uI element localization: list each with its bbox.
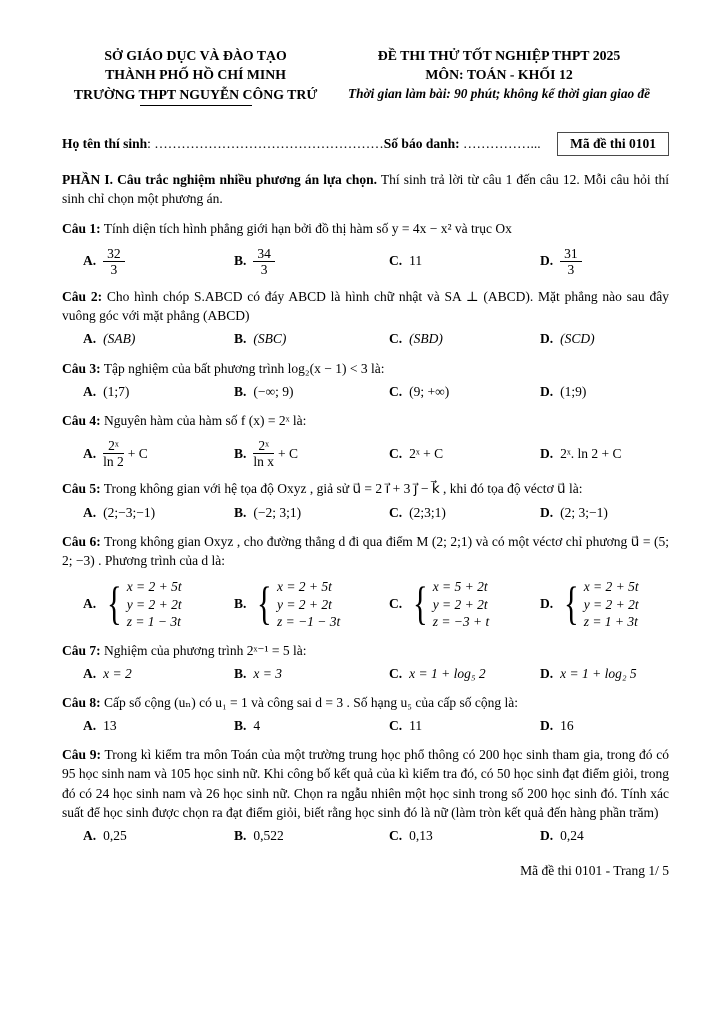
candidate-info-row (62, 132, 669, 156)
part1-intro (62, 171, 669, 209)
option-b: B. $\frac{\text{2ˣ}}{\text{ln x}}$ + C (234, 438, 299, 470)
exam-title-block (329, 46, 669, 106)
question-3-options (62, 383, 669, 401)
question-4-text: Nguyên hàm của hàm số f (x) = 2ˣ là: (100, 413, 307, 428)
fraction: $\frac{\text{2ˣ}}{\text{ln x}}$ (253, 438, 275, 470)
option-a: A. { x = 2 + 5t y = 2 + 2t z = 1 − 3t (83, 577, 182, 630)
question-6-stem (62, 532, 669, 570)
question-8 (62, 693, 669, 735)
equation-system: { x = 5 + 2t y = 2 + 2t z = −3 + t (413, 577, 490, 630)
option-c: C. 0,13 (389, 827, 433, 843)
question-5-text: Trong không gian với hệ tọa độ Oxyz , giả sử u⃗ = 2 i⃗ + 3 j⃗ − k⃗ , khi đó tọa độ véctơ u⃗ là: (100, 481, 583, 497)
option-c: C. (SBD) (389, 331, 443, 347)
question-2-options (62, 330, 669, 348)
question-1 (62, 219, 669, 277)
question-6-text: Trong không gian Oxyz , cho đường thẳng d đi qua điểm M (2; 2;1) và có một véctơ chỉ phương u⃗ = (5; 2; −3) . Phương trình của d là: (62, 533, 669, 568)
question-2 (62, 287, 669, 349)
option-b: B. (SBC) (234, 331, 287, 347)
option-b: B. x = 3 (234, 665, 282, 681)
option-d: D. (SCD) (540, 331, 595, 347)
question-4 (62, 411, 669, 469)
exam-duration: Thời gian làm bài: 90 phút; không kể thời gian giao đề (348, 85, 651, 101)
question-2-label: Câu 2: (62, 289, 103, 305)
question-3-text: Tập nghiệm của bất phương trình log₂(x − 1) < 3 là: (100, 360, 385, 376)
question-8-stem (62, 693, 669, 712)
option-b: B. (−2; 3;1) (234, 504, 302, 520)
department-name: SỞ GIÁO DỤC VÀ ĐÀO TẠO (104, 48, 287, 63)
question-8-options (62, 717, 669, 735)
question-4-options (62, 438, 669, 469)
question-6-label: Câu 6: (62, 533, 101, 549)
option-b: B. 0,522 (234, 827, 284, 843)
option-c: C. 2ˣ + C (389, 445, 444, 461)
question-5 (62, 479, 669, 521)
question-5-label: Câu 5: (62, 481, 101, 497)
option-c: C. (9; +∞) (389, 383, 450, 399)
exam-title: ĐỀ THI THỬ TỐT NGHIỆP THPT 2025 (377, 48, 621, 63)
brace: { (564, 577, 579, 630)
question-9-stem (62, 745, 669, 822)
question-6-options (62, 578, 669, 631)
question-4-label: Câu 4: (62, 413, 101, 428)
fraction: $\frac{34}{3}$ (253, 246, 275, 277)
page-footer: Mã đề thi 0101 - Trang 1/ 5 (520, 863, 669, 879)
question-3-stem (62, 359, 669, 378)
fraction: $\frac{\text{2ˣ}}{\ln 2}$ (103, 438, 124, 470)
equation-system: { x = 2 + 5t y = 2 + 2t z = −1 − 3t (257, 577, 341, 630)
question-9-label: Câu 9: (62, 747, 101, 763)
candidate-number-label: Số báo danh: (383, 135, 460, 151)
option-a: A. $\frac{\text{2ˣ}}{\ln 2}$ + C (83, 438, 148, 470)
brace: { (413, 577, 428, 630)
option-a: A. 0,25 (83, 827, 127, 843)
question-7 (62, 641, 669, 683)
school-name: TRƯỜNG THPT NGUYỄN CÔNG TRỨ (73, 86, 318, 102)
part1-description: Thí sinh trả lời từ câu 1 đến câu 12. Mỗi câu hỏi thí sinh chỉ chọn một phương án. (62, 171, 669, 206)
option-d: D. 0,24 (540, 827, 584, 843)
candidate-fields (62, 136, 547, 152)
part1-title: PHẦN I. Câu trắc nghiệm nhiều phương án lựa chọn. (62, 171, 378, 187)
question-1-text: Tính diện tích hình phẳng giới hạn bởi đồ thị hàm số y = 4x − x² và trục Ox (100, 220, 512, 236)
option-a: A. x = 2 (83, 665, 132, 681)
question-2-text: Cho hình chóp S.ABCD có đáy ABCD là hình chữ nhật và SA ⊥ (ABCD). Mặt phẳng nào sau đây vuông góc với mặt phẳng (ABCD) (62, 289, 669, 324)
question-1-options (62, 246, 669, 277)
question-9-text: Trong kì kiểm tra môn Toán của một trường trung học phổ thông có 200 học sinh tham gia, trong đó có 95 học sinh nam và 105 học sinh nữ. Khi công bố kết quả của kì kiểm tra đó, có 50 học sinh đạt điểm giỏi, trong đó có 24 học sinh nam và 26 học sinh nữ. Chọn ra ngẫu nhiên một học sinh trong số 200 học sinh đó. Tính xác suất để học sinh được chọn ra đạt điểm giỏi, biết rằng học sinh đó là nữ (làm tròn kết quả đến hàng phần trăm) (62, 747, 669, 820)
option-a: A. $\frac{32}{3}$ (83, 246, 234, 277)
option-d: D. x = 1 + log₂ 5 (540, 665, 637, 681)
question-4-stem (62, 411, 669, 430)
question-7-options (62, 665, 669, 683)
question-9-options (62, 827, 669, 845)
candidate-name-dots: : …………………………………………… (147, 135, 384, 151)
option-b: B. $\frac{34}{3}$ (234, 246, 389, 277)
candidate-number-dots: ……………... (459, 135, 541, 151)
option-c: C. (2;3;1) (389, 504, 446, 520)
question-5-options (62, 504, 669, 522)
question-2-stem (62, 287, 669, 325)
option-a: A. (2;−3;−1) (83, 504, 156, 520)
candidate-name-label: Họ tên thí sinh (62, 135, 148, 151)
option-d: D. 2ˣ. ln 2 + C (540, 445, 622, 461)
exam-code-box: Mã đề thi 0101 (557, 132, 669, 156)
question-1-label: Câu 1: (62, 220, 101, 236)
question-6 (62, 532, 669, 631)
option-a: A. 13 (83, 718, 117, 734)
option-b: B. 4 (234, 718, 261, 734)
brace: { (257, 577, 273, 630)
option-d: D. (2; 3;−1) (540, 504, 608, 520)
equation-system: { x = 2 + 5t y = 2 + 2t z = 1 + 3t (564, 577, 639, 630)
city-name: THÀNH PHỐ HỒ CHÍ MINH (105, 67, 286, 83)
question-1-stem (62, 219, 669, 238)
question-9 (62, 745, 669, 845)
question-7-text: Nghiệm của phương trình 2ˣ⁻¹ = 5 là: (100, 642, 307, 658)
question-8-label: Câu 8: (62, 694, 101, 710)
option-c: C. x = 1 + log₅ 2 (389, 665, 486, 681)
question-7-label: Câu 7: (62, 642, 101, 658)
brace: { (107, 577, 122, 630)
option-b: B. (−∞; 9) (234, 383, 294, 399)
option-d: D. $\frac{31}{3}$ (540, 246, 669, 277)
issuing-authority-block (62, 46, 329, 106)
option-a: A. (SAB) (83, 331, 136, 347)
question-3 (62, 359, 669, 401)
exam-subject: MÔN: TOÁN - KHỐI 12 (425, 67, 573, 83)
equation-system: { x = 2 + 5t y = 2 + 2t z = 1 − 3t (107, 577, 182, 630)
question-7-stem (62, 641, 669, 660)
option-d: D. 16 (540, 718, 574, 734)
exam-header (62, 46, 669, 106)
option-d: D. (1;9) (540, 383, 587, 399)
question-5-stem (62, 479, 669, 498)
question-8-text: Cấp số cộng (uₙ) có u₁ = 1 và công sai d = 3 . Số hạng u₅ của cấp số cộng là: (100, 694, 519, 710)
option-a: A. (1;7) (83, 383, 130, 399)
option-b: B. { x = 2 + 5t y = 2 + 2t z = −1 − 3t (234, 577, 341, 630)
header-divider (140, 105, 252, 106)
fraction: $\frac{31}{3}$ (560, 246, 582, 277)
question-3-label: Câu 3: (62, 360, 101, 376)
fraction: $\frac{32}{3}$ (103, 246, 125, 277)
option-c: C. 11 (389, 718, 423, 734)
option-c: C. 11 (389, 253, 423, 269)
option-d: D. { x = 2 + 5t y = 2 + 2t z = 1 + 3t (540, 577, 639, 630)
option-c: C. { x = 5 + 2t y = 2 + 2t z = −3 + t (389, 577, 490, 630)
